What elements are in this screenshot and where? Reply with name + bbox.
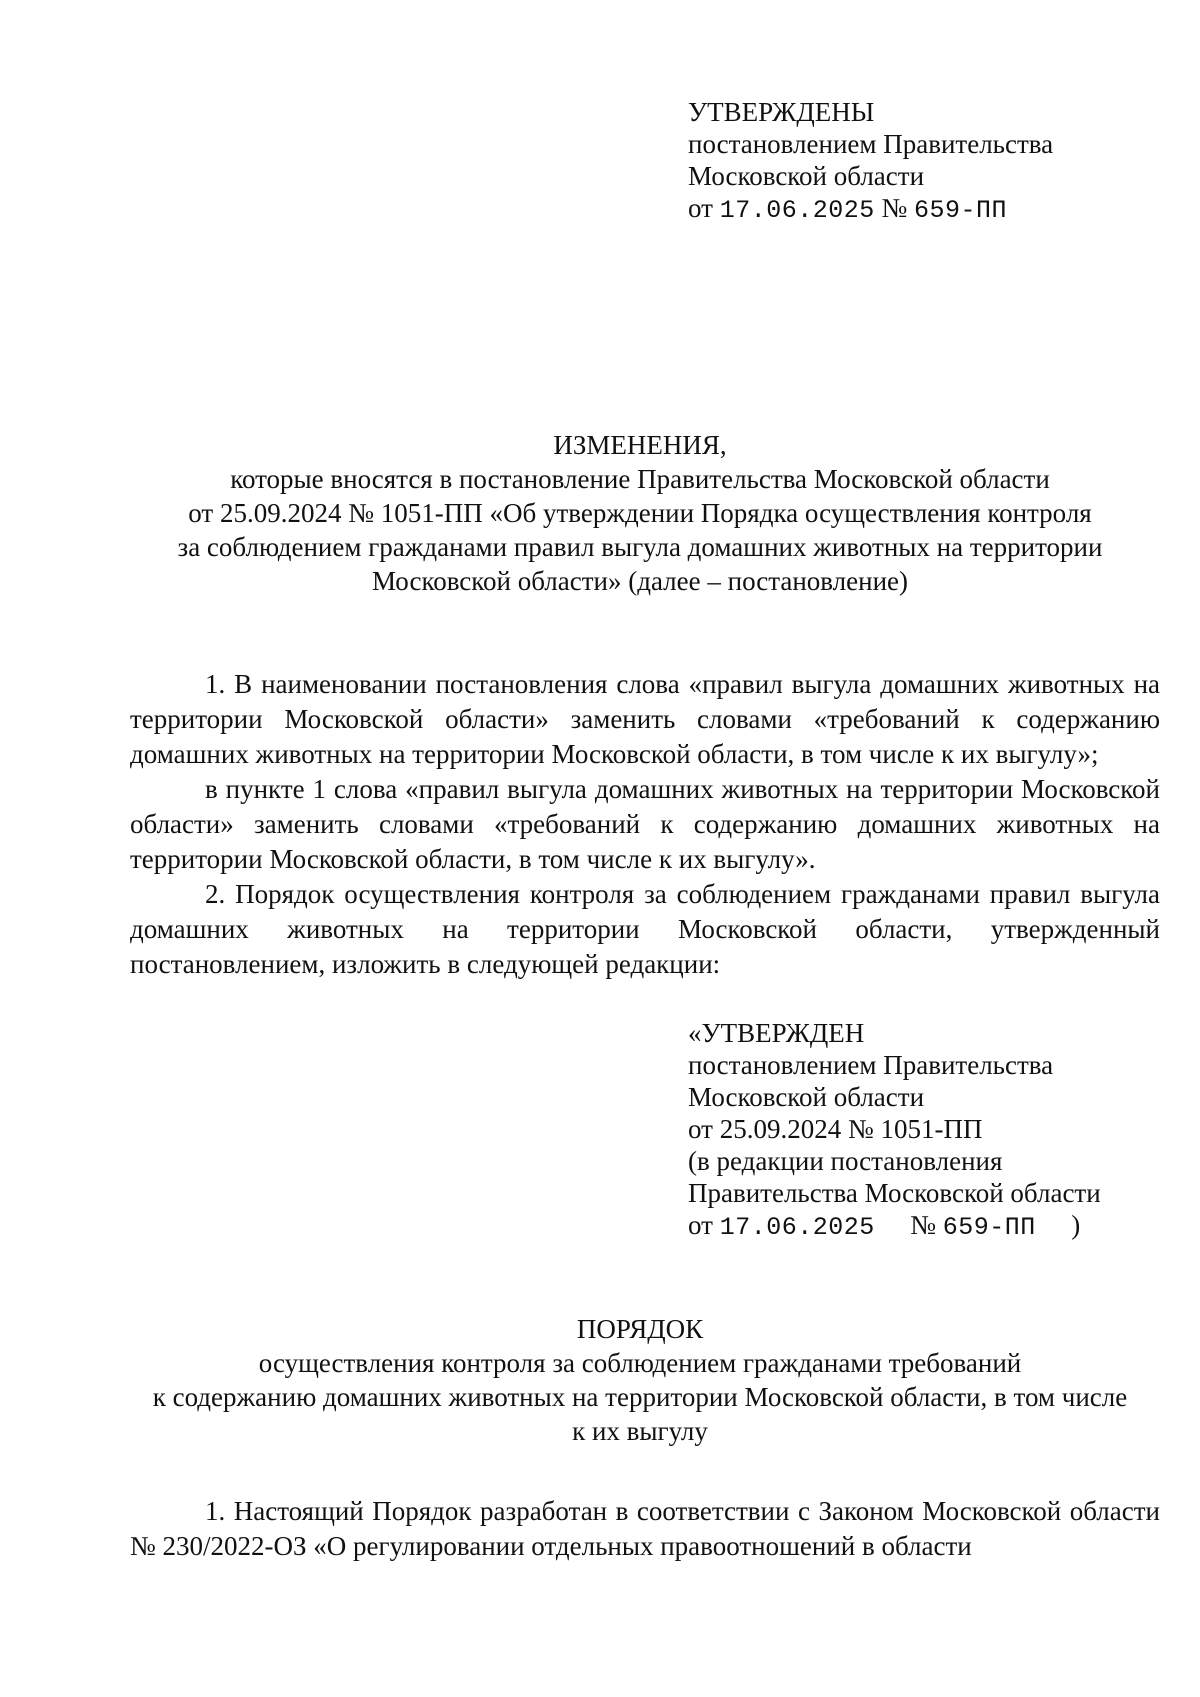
approval-date: 17.06.2025 — [719, 196, 875, 225]
approval-block-inner — [688, 1017, 1101, 1244]
paragraph: 2. Порядок осуществления контроля за соблюдением гражданами правил выгула домашних животных на территории Московской области, утвержденный постановлением, изложить в следующей редакции: — [130, 879, 1160, 979]
date-prefix: от — [688, 193, 713, 223]
order-subtitle-line: осуществления контроля за соблюдением гражданами требований — [258, 1348, 1022, 1378]
order-heading: ПОРЯДОК — [576, 1314, 704, 1344]
approval-line: (в редакции постановления — [688, 1146, 1003, 1176]
paragraph: 1. Настоящий Порядок разработан в соответствии с Законом Московской области № 230/2022-ОЗ «О регулировании отдельных правоотношений в области — [130, 1496, 1160, 1561]
number-sign: № — [910, 1210, 936, 1240]
changes-subtitle-line: от 25.09.2024 № 1051-ПП «Об утверждении Порядка осуществления контроля — [188, 498, 1092, 528]
changes-subtitle-line: Московской области» (далее – постановление) — [371, 566, 909, 596]
approval-line: постановлением Правительства — [688, 129, 1054, 159]
changes-heading-block — [120, 428, 1160, 598]
approval-date: 17.06.2025 — [719, 1213, 875, 1242]
approval-number: 659-ПП — [914, 196, 1008, 225]
approval-line: постановлением Правительства — [688, 1050, 1054, 1080]
approval-line: Правительства Московской области — [688, 1178, 1101, 1208]
order-heading-block — [120, 1312, 1160, 1448]
paragraph: 1. В наименовании постановления слова «правил выгула домашних животных на территории Московской области» заменить словами «требований к содержанию домашних животных на территории Московской области, в том числе к их выгулу»; — [130, 669, 1160, 769]
changes-subtitle-line: за соблюдением гражданами правил выгула домашних животных на территории — [177, 532, 1103, 562]
order-subtitle-line: к их выгулу — [572, 1416, 708, 1446]
body-section-changes — [130, 667, 1160, 982]
closing-parenthesis: ) — [1071, 1210, 1081, 1240]
approval-title: «УТВЕРЖДЕН — [688, 1018, 865, 1048]
changes-subtitle-line: которые вносятся в постановление Правительства Московской области — [230, 464, 1050, 494]
approval-block-top — [688, 96, 1053, 227]
approval-date-line — [688, 1209, 1101, 1244]
number-sign: № — [881, 193, 908, 223]
approval-title: УТВЕРЖДЕНЫ — [688, 97, 875, 127]
approval-date-line — [688, 192, 1053, 227]
approval-line: Московской области — [688, 1082, 925, 1112]
approval-line: от 25.09.2024 № 1051-ПП — [688, 1114, 983, 1144]
approval-line: Московской области — [688, 161, 925, 191]
body-section-order — [130, 1494, 1160, 1564]
order-subtitle-line: к содержанию домашних животных на территории Московской области, в том числе — [152, 1382, 1128, 1412]
changes-heading: ИЗМЕНЕНИЯ, — [553, 430, 727, 460]
date-prefix: от — [688, 1210, 713, 1240]
approval-number: 659-ПП — [942, 1213, 1036, 1242]
paragraph: в пункте 1 слова «правил выгула домашних животных на территории Московской области» заменить словами «требований к содержанию домашних животных на территории Московской области, в том числе к их выгулу». — [130, 774, 1160, 874]
